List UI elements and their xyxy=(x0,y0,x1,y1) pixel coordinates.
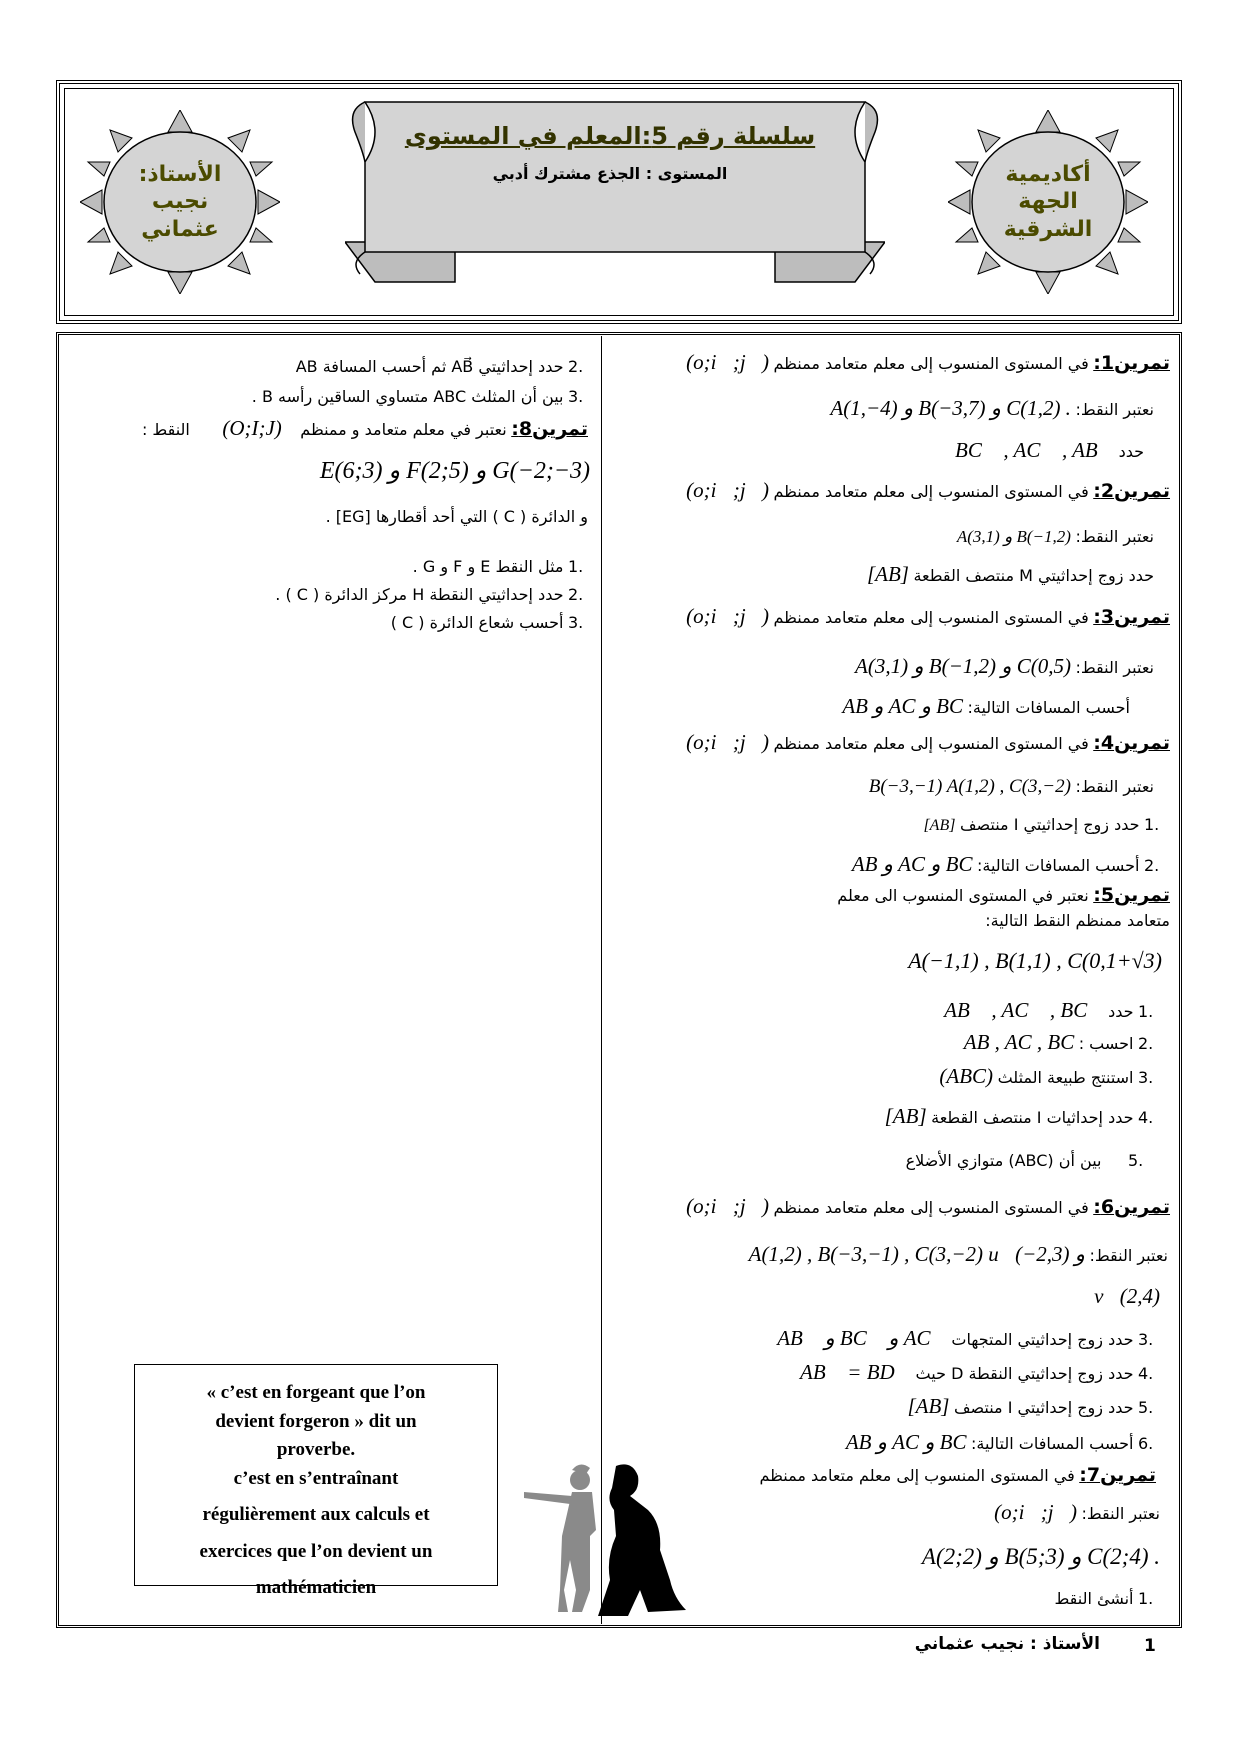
ex7-intro: في المستوى المنسوب إلى معلم متعامد ممنظم xyxy=(759,1466,1075,1485)
ex7-points-label: نعتبر النقط: xyxy=(1081,1504,1160,1523)
ex4-line1 xyxy=(686,730,1170,755)
ex4-item1-math: [AB] xyxy=(923,817,956,834)
ex6-item4 xyxy=(800,1360,1164,1385)
ex7-item1-num: 1. xyxy=(1138,1589,1154,1608)
ex3-task: أحسب المسافات التالية: xyxy=(967,698,1130,717)
ex2-points: A(3,1) و B(−1,2) xyxy=(956,527,1071,546)
ex5-item4-num: 4. xyxy=(1138,1108,1154,1127)
ex1-vectors: BC⃗ , AC⃗ , AB⃗ xyxy=(955,438,1115,462)
ex5-item5-num: 5. xyxy=(1128,1151,1144,1170)
ex3-title: تمرين3: xyxy=(1093,606,1170,628)
ex1-line3 xyxy=(955,438,1144,463)
academy-line-1: أكاديمية xyxy=(1005,161,1091,187)
ex1-line2 xyxy=(830,396,1154,421)
ex6-item3 xyxy=(777,1326,1164,1351)
ex4-intro: في المستوى المنسوب إلى معلم متعامد ممنظم xyxy=(773,734,1089,753)
ex7-line1 xyxy=(759,1464,1156,1486)
ex3-line2 xyxy=(855,654,1154,679)
ex5-item1 xyxy=(944,998,1164,1023)
quote-box xyxy=(134,1364,498,1598)
ex8-points-line xyxy=(320,456,590,485)
quote-line-2: devient forgeron » dit un xyxy=(215,1410,417,1432)
ex8-intro: نعتبر في معلم متعامد و ممنظم xyxy=(300,420,507,439)
ex2-line3 xyxy=(867,562,1154,587)
ex3-line1 xyxy=(686,604,1170,629)
ex4-points: B(−3,−1) A(1,2) , C(3,−2) xyxy=(868,776,1071,797)
ex3-distances: AB و AC و BC xyxy=(842,694,963,718)
ex6-item3-math: AB⃗ و BC⃗ و AC⃗ xyxy=(777,1326,947,1350)
academy-line-2: الجهة xyxy=(1018,189,1078,215)
ex3-points: A(3,1) و B(−1,2) و C(0,5) xyxy=(855,654,1071,678)
ex2-frame: (o;i⃗;j⃗) xyxy=(686,478,769,502)
ex5-item5-text: بين أن (ABC) متوازي الأضلاع xyxy=(905,1151,1102,1170)
ex3-points-label: نعتبر النقط: xyxy=(1075,658,1154,677)
ex6-item6-num: 6. xyxy=(1138,1434,1154,1453)
quote-line-6: exercices que l’on devient un xyxy=(199,1540,433,1562)
ex6-item5-text: حدد زوج إحداثيتي I منتصف xyxy=(953,1398,1134,1417)
ex6-item3-num: 3. xyxy=(1138,1330,1154,1349)
teacher-line-2: نجيب xyxy=(151,189,209,215)
ex4-item1-text: حدد زوج إحداثيتي I منتصف xyxy=(959,815,1140,834)
ex5-item3 xyxy=(939,1064,1164,1089)
ex5-item2-math: AB , AC , BC xyxy=(963,1030,1075,1054)
ex2-segment: [AB] xyxy=(866,562,909,586)
ex8-item2 xyxy=(275,584,594,605)
ex2-line2 xyxy=(957,526,1154,547)
ex5-item1-num: 1. xyxy=(1138,1002,1154,1021)
ex8-item1-num: 1. xyxy=(568,557,584,576)
ex5-item3-math: (ABC) xyxy=(939,1064,994,1088)
ex6-line3 xyxy=(1094,1284,1160,1309)
ex4-item2-math: AB و AC و BC xyxy=(851,852,973,876)
ex6-vector-v: v⃗(2,4) xyxy=(1094,1284,1160,1308)
ex5-points: A(−1,1) , B(1,1) , C(0,1+√3) xyxy=(908,948,1162,973)
ex5-item2-text: احسب : xyxy=(1078,1034,1134,1053)
ex7-points-line xyxy=(922,1544,1160,1570)
academy-medallion xyxy=(948,110,1148,294)
ex8-item3-text: أحسب شعاع الدائرة ( C ) xyxy=(390,613,564,632)
ex5-intro2: متعامد ممنظم النقط التالية: xyxy=(985,911,1170,930)
ex6-points: A(1,2) , B(−3,−1) , C(3,−2) u⃗(−2,3) و xyxy=(748,1242,1085,1266)
ex5-item4 xyxy=(885,1104,1164,1129)
ex4-line2 xyxy=(869,776,1154,798)
teacher-medallion xyxy=(80,110,280,294)
ex2-points-label: نعتبر النقط: xyxy=(1075,527,1154,546)
ex5-item4-math: [AB] xyxy=(884,1104,927,1128)
ex1-task-label: حدد xyxy=(1118,442,1144,461)
ex6-item5 xyxy=(907,1394,1164,1419)
ex5-item1-math: AB⃗ , AC⃗ , BC⃗ xyxy=(944,998,1104,1022)
ex5-item4-text: حدد إحداثيات I منتصف القطعة xyxy=(931,1108,1134,1127)
ex6-item5-math: [AB] xyxy=(907,1394,950,1418)
ex5-item3-text: استنتج طبيعة المثلث xyxy=(997,1068,1134,1087)
ex5-item1-text: حدد xyxy=(1108,1002,1134,1021)
ex6-item5-num: 5. xyxy=(1138,1398,1154,1417)
ex1-points-label: نعتبر النقط: xyxy=(1075,400,1154,419)
ex5-line1 xyxy=(837,884,1170,906)
quote-line-4: c’est en s’entraînant xyxy=(233,1467,399,1489)
ex1-frame: (o;i⃗;j⃗) xyxy=(686,350,769,374)
ex7-line2 xyxy=(994,1500,1160,1525)
ex7-item1-text: أنشئ النقط xyxy=(1054,1589,1134,1608)
ex1-points: A(1,−4) و B(−3,7) و C(1,2) . xyxy=(830,396,1071,420)
teacher-child-silhouette-icon xyxy=(520,1440,700,1620)
quote-line-3: proverbe. xyxy=(276,1439,356,1460)
ex7-frame: (o;i⃗;j⃗) xyxy=(994,1500,1077,1524)
ex5-item5 xyxy=(906,1150,1154,1171)
ex7-title: تمرين7: xyxy=(1079,1464,1156,1486)
ex7-item2-num: 2. xyxy=(568,357,584,376)
ex7-item1 xyxy=(1054,1588,1164,1609)
ex1-title: تمرين1: xyxy=(1093,352,1170,374)
ex7-cont-item3 xyxy=(252,386,594,407)
title-series: سلسلة رقم 5: xyxy=(641,122,816,150)
ex5-item2-num: 2. xyxy=(1138,1034,1154,1053)
ex2-task: حدد زوج إحداثيتي M منتصف القطعة xyxy=(913,566,1154,585)
ex3-intro: في المستوى المنسوب إلى معلم متعامد ممنظم xyxy=(773,608,1089,627)
ex3-frame: (o;i⃗;j⃗) xyxy=(686,604,769,628)
ex6-item4-math: AB⃗ = BD⃗ xyxy=(800,1360,912,1384)
ex4-item2-num: 2. xyxy=(1144,856,1160,875)
ex8-title: تمرين8: xyxy=(511,418,588,440)
ex8-frame: (O;I;J) xyxy=(222,416,282,440)
page-number: 1 xyxy=(1144,1636,1156,1656)
ex5-item3-num: 3. xyxy=(1138,1068,1154,1087)
ex7-item3-num: 3. xyxy=(568,387,584,406)
ex5-title: تمرين5: xyxy=(1093,884,1170,906)
ex6-item6-text: أحسب المسافات التالية: xyxy=(971,1434,1134,1453)
ex7-item3-text: بين أن المثلث ABC متساوي الساقين رأسه B . xyxy=(251,387,564,406)
ex5-points-line xyxy=(908,948,1162,974)
ex4-item1 xyxy=(923,814,1170,835)
ex6-intro: في المستوى المنسوب إلى معلم متعامد ممنظم xyxy=(773,1198,1089,1217)
ex7-points: A(2;2) و B(5;3) و C(2;4) . xyxy=(921,1544,1160,1569)
ex6-item4-text: حدد زوج إحداثيتي النقطة D حيث xyxy=(915,1364,1134,1383)
ex4-title: تمرين4: xyxy=(1093,732,1170,754)
quote-line-7: mathématicien xyxy=(255,1577,377,1598)
column-divider xyxy=(601,336,602,1624)
ex4-item2-text: أحسب المسافات التالية: xyxy=(977,856,1140,875)
page-subtitle: المستوى : الجذع مشترك أدبي xyxy=(492,164,728,183)
ex2-intro: في المستوى المنسوب إلى معلم متعامد ممنظم xyxy=(773,482,1089,501)
ex8-intro-end: النقط : xyxy=(141,420,190,439)
ex4-frame: (o;i⃗;j⃗) xyxy=(686,730,769,754)
footer-author: الأستاذ : نجيب عثماني xyxy=(914,1634,1100,1654)
ex6-item6-math: AB و AC و BC xyxy=(845,1430,967,1454)
ex3-line3 xyxy=(842,694,1130,719)
teacher-line-3: عثماني xyxy=(141,216,219,242)
ex1-intro: في المستوى المنسوب إلى معلم متعامد ممنظم xyxy=(773,354,1089,373)
ex4-item2 xyxy=(852,852,1170,877)
ex8-points: E(6;3) و F(2;5) و G(−2;−3) xyxy=(319,458,590,484)
teacher-line-1: الأستاذ: xyxy=(138,161,222,187)
ex8-item2-text: حدد إحداثيتي النقطة H مركز الدائرة ( C ) . xyxy=(275,585,564,604)
ex6-line2 xyxy=(749,1242,1168,1267)
ex8-item1 xyxy=(413,556,594,577)
ex5-intro: نعتبر في المستوى المنسوب الى معلم xyxy=(837,886,1089,905)
ex4-points-label: نعتبر النقط: xyxy=(1075,777,1154,796)
ex6-points-label: نعتبر النقط: xyxy=(1089,1246,1168,1265)
ex6-title: تمرين6: xyxy=(1093,1196,1170,1218)
ex8-line1 xyxy=(142,416,588,441)
ex8-circle: و الدائرة ( C ) التي أحد أقطارها [EG] . xyxy=(325,507,588,526)
ex5-line2 xyxy=(985,910,1170,931)
ex5-item2 xyxy=(964,1030,1164,1055)
ex8-item1-text: مثل النقط E و F و G . xyxy=(412,557,564,576)
ex6-item3-text: حدد زوج إحداثيتي المتجهات xyxy=(951,1330,1134,1349)
ex6-line1 xyxy=(686,1194,1170,1219)
ex8-item2-num: 2. xyxy=(568,585,584,604)
quote-line-1: « c’est en forgeant que l’on xyxy=(206,1382,426,1403)
ex2-line1 xyxy=(686,478,1170,503)
ex8-item3-num: 3. xyxy=(568,613,584,632)
ex6-frame: (o;i⃗;j⃗) xyxy=(686,1194,769,1218)
ex7-cont-item2 xyxy=(296,356,594,377)
ex8-circle-line xyxy=(326,506,588,527)
ex4-item1-num: 1. xyxy=(1144,815,1160,834)
ex7-item2-text: حدد إحداثيتي AB⃗ ثم أحسب المسافة AB xyxy=(295,357,564,376)
page-title xyxy=(380,122,840,150)
ex6-item4-num: 4. xyxy=(1138,1364,1154,1383)
ex2-title: تمرين2: xyxy=(1093,480,1170,502)
quote-line-5: régulièrement aux calculs et xyxy=(202,1504,430,1525)
ex1-line1 xyxy=(686,350,1170,375)
title-topic: المعلم في المستوى xyxy=(404,122,642,150)
ex8-item3 xyxy=(391,612,594,633)
ex6-item6 xyxy=(846,1430,1164,1455)
academy-line-3: الشرقية xyxy=(1003,216,1093,242)
